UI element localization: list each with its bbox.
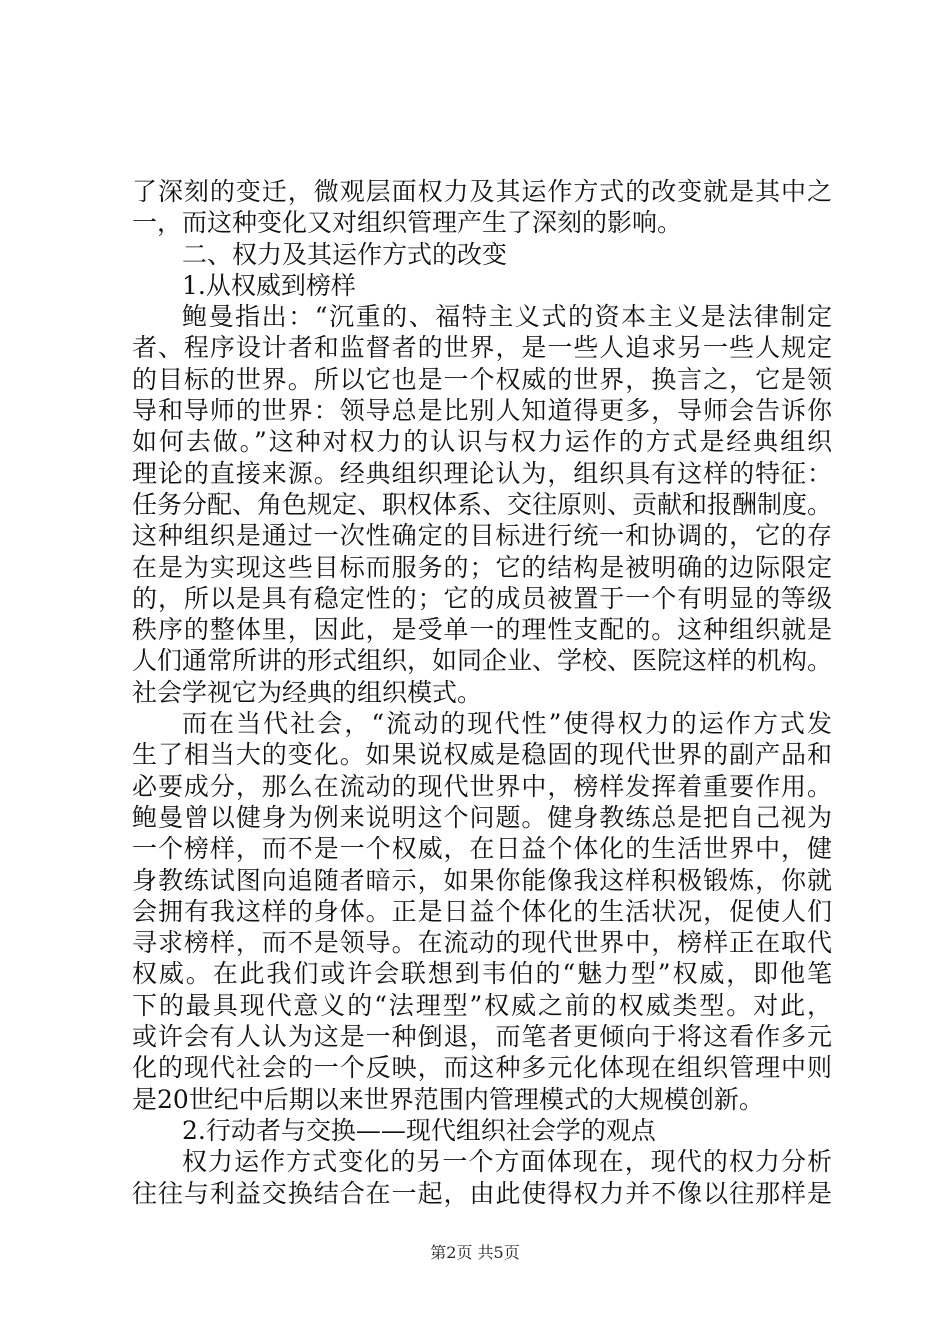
document-body	[132, 176, 832, 1209]
text-line: 一，而这种变化又对组织管理产生了深刻的影响。	[132, 208, 683, 238]
text-line: 鲍曼指出：“沉重的、福特主义式的资本主义是法律制定	[182, 302, 832, 332]
text-line: 而在当代社会，“流动的现代性”使得权力的运作方式发	[182, 709, 832, 739]
text-line: 鲍曼曾以健身为例来说明这个问题。健身教练总是把自己视为	[132, 802, 832, 832]
text-line: 寻求榜样，而不是领导。在流动的现代世界中，榜样正在取代	[132, 928, 832, 958]
page-footer: 第2页 共5页	[430, 1243, 520, 1262]
text-line: 这种组织是通过一次性确定的目标进行统一和协调的，它的存	[132, 521, 832, 551]
text-line: 权威。在此我们或许会联想到韦伯的“魅力型”权威，即他笔	[132, 959, 832, 989]
text-line: 必要成分，那么在流动的现代世界中，榜样发挥着重要作用。	[132, 771, 832, 801]
text-line: 生了相当大的变化。如果说权威是稳固的现代世界的副产品和	[132, 740, 832, 770]
text-line: 了深刻的变迁，微观层面权力及其运作方式的改变就是其中之	[132, 177, 832, 206]
text-line: 权力运作方式变化的另一个方面体现在，现代的权力分析	[182, 1147, 832, 1177]
text-line: 人们通常所讲的形式组织，如同企业、学校、医院这样的机构。	[132, 646, 833, 676]
text-line: 一个榜样，而不是一个权威，在日益个体化的生活世界中，健	[132, 834, 832, 864]
text-line: 理论的直接来源。经典组织理论认为，组织具有这样的特征：	[132, 458, 832, 488]
text-line: 如何去做。”这种对权力的认识与权力运作的方式是经典组织	[132, 427, 832, 457]
text-line: 身教练试图向追随者暗示，如果你能像我这样积极锻炼，你就	[132, 865, 832, 895]
text-line: 会拥有我这样的身体。正是日益个体化的生活状况，促使人们	[132, 896, 832, 926]
text-line: 导和导师的世界：领导总是比别人知道得更多，导师会告诉你	[132, 396, 832, 426]
text-line: 二、权力及其运作方式的改变	[182, 239, 508, 269]
text-line: 下的最具现代意义的“法理型”权威之前的权威类型。对此，	[132, 990, 832, 1020]
text-line: 的，所以是具有稳定性的；它的成员被置于一个有明显的等级	[132, 583, 832, 613]
text-line: 者、程序设计者和监督者的世界，是一些人追求另一些人规定	[132, 333, 832, 363]
text-line: 社会学视它为经典的组织模式。	[132, 677, 483, 707]
text-line: 是20世纪中后期以来世界范围内管理模式的大规模创新。	[132, 1084, 764, 1114]
text-line: 或许会有人认为这是一种倒退，而笔者更倾向于将这看作多元	[132, 1022, 832, 1052]
text-line: 的目标的世界。所以它也是一个权威的世界，换言之，它是领	[132, 364, 832, 394]
text-line: 任务分配、角色规定、职权体系、交往原则、贡献和报酬制度。	[132, 489, 833, 519]
text-line: 化的现代社会的一个反映，而这种多元化体现在组织管理中则	[132, 1053, 832, 1083]
text-line: 在是为实现这些目标而服务的；它的结构是被明确的边际限定	[132, 552, 832, 582]
text-line: 1.从权威到榜样	[182, 270, 356, 300]
text-line: 2.行动者与交换——现代组织社会学的观点	[182, 1115, 656, 1145]
text-line: 往往与利益交换结合在一起，由此使得权力并不像以往那样是	[132, 1178, 832, 1208]
text-line: 秩序的整体里，因此，是受单一的理性支配的。这种组织就是	[132, 615, 832, 645]
